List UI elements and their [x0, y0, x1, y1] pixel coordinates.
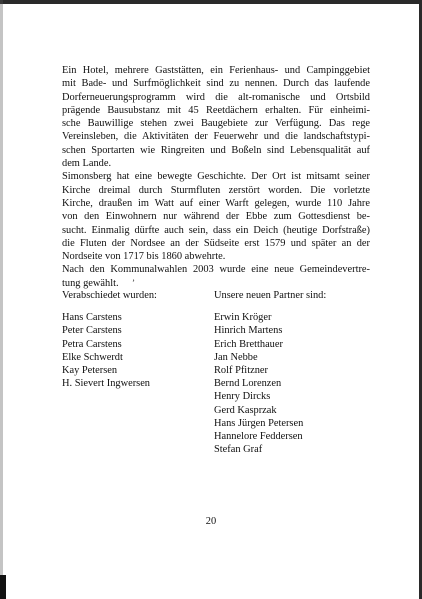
farewell-column — [62, 289, 202, 390]
scan-top-edge — [0, 0, 422, 4]
text-line: Ein Hotel, mehrere Gaststätten, ein Ferienhaus- und Campinggebiet — [62, 65, 370, 76]
paragraph-village — [62, 64, 370, 170]
list-item: Peter Carstens — [62, 325, 122, 337]
text-line: Vereinsleben, die Aktivitäten der Feuerwehr und die landschaftstypi- — [62, 131, 370, 143]
list-item: Hans Jürgen Petersen — [214, 417, 304, 429]
list-item: Gerd Kasprzak — [214, 404, 277, 416]
farewell-list — [62, 311, 202, 390]
text-line: Dorferneuerungsprogramm wird die alt-romanische und Ortsbild — [62, 91, 370, 103]
text-line: mit Bade- und Surfmöglichkeit sind zu nennen. Durch das laufende — [62, 78, 370, 90]
text-line: prägende Bausubstanz mit 45 Reetdächern erhalten. Für einheimi- — [62, 104, 370, 116]
list-item: Rolf Pfitzner — [214, 365, 268, 377]
list-item: Henry Dircks — [214, 391, 271, 403]
text-line: von den Einwohnern nur während der Ebbe zum Gottesdienst be- — [62, 211, 370, 223]
stray-mark: ʼ — [132, 278, 135, 288]
list-item: Stefan Graf — [214, 444, 263, 456]
farewell-heading: Verabschiedet wurden: — [62, 290, 157, 301]
paragraph-elections — [62, 263, 370, 290]
text-line: die Fluten der Nordsee an der Südseite erst 1579 und später an der — [62, 237, 370, 249]
page-number: 20 — [205, 516, 217, 527]
list-item: Hannelore Feddersen — [214, 431, 303, 443]
list-item: Erwin Kröger — [214, 312, 272, 324]
text-line: Kirche, draußen im Watt auf einer Warft gelegen, wurde 110 Jahre — [62, 197, 370, 209]
text-line: sche Bauwillige stehen zwei Baugebiete zur Verfügung. Das rege — [62, 118, 370, 130]
text-line: Simonsberg hat eine bewegte Geschichte. Der Ort ist mitsamt seiner — [62, 171, 370, 183]
scan-corner-mark — [0, 575, 6, 599]
text-line: dem Lande. — [62, 158, 112, 170]
list-item: Elke Schwerdt — [62, 351, 123, 363]
text-line: sucht. Einmalig dürfte auch sein, dass ein Deich (heutige Dorfstraße) — [62, 224, 370, 236]
paragraph-history — [62, 170, 370, 263]
text-line: tung gewählt. — [62, 277, 119, 289]
list-item: Petra Carstens — [62, 338, 122, 350]
new-partners-column — [214, 289, 374, 456]
list-item: Jan Nebbe — [214, 351, 258, 363]
list-item: Bernd Lorenzen — [214, 378, 282, 390]
text-line: Nach den Kommunalwahlen 2003 wurde eine neue Gemeindevertre- — [62, 264, 370, 276]
scan-left-edge — [0, 0, 3, 599]
list-item: Kay Petersen — [62, 365, 118, 377]
new-partners-heading: Unsere neuen Partner sind: — [214, 290, 327, 301]
new-partners-list — [214, 311, 374, 456]
body-text — [62, 64, 370, 290]
list-item: Erich Bretthauer — [214, 338, 283, 350]
list-item: Hans Carstens — [62, 312, 122, 324]
text-line: schen Sportarten wie Ringreiten und Boßeln sind Lebensqualität auf — [62, 144, 370, 156]
list-item: Hinrich Martens — [214, 325, 283, 337]
text-line: Kirche dreimal durch Sturmfluten zerstört worden. Die vorletzte — [62, 184, 370, 196]
list-item: H. Sievert Ingwersen — [62, 378, 151, 390]
text-line: Nordseite von 1717 bis 1860 abwehrte. — [62, 251, 226, 263]
